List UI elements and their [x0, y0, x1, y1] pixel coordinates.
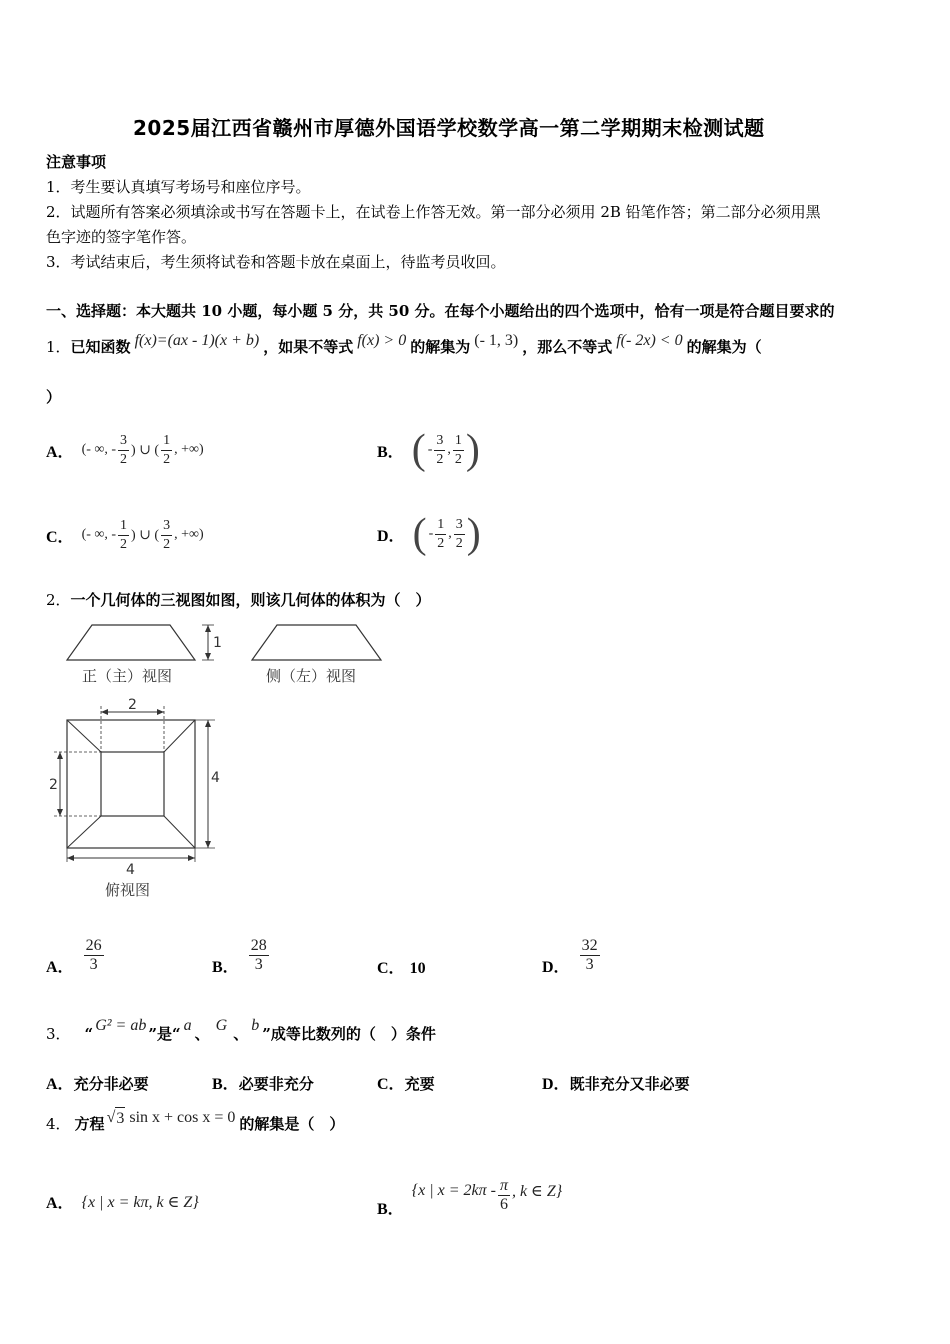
notice-item-2: 2．试题所有答案必须填涂或书写在答题卡上，在试卷上作答无效。第一部分必须用 2B 铅笔作答；第二部分必须用黑	[46, 203, 821, 221]
front-height-label: 1	[213, 635, 222, 651]
q1-option-c-frac-2: $\frac{3}{2}$	[163, 517, 171, 552]
question-1-number: 1．	[46, 338, 71, 356]
side-view-label: 侧（左）视图	[266, 667, 357, 685]
q1-option-a-pre: (- ∞, -	[81, 442, 117, 457]
question-2-text: 一个几何体的三视图如图，则该几何体的体积为（ ）	[70, 591, 431, 609]
q3-option-a-label: A．	[46, 1076, 74, 1093]
q4-option-a-text: {x | x = kπ, k ∈ Z}	[81, 1193, 199, 1211]
outer-width-label: 4	[126, 862, 135, 878]
question-1-function: f(x)=(ax - 1)(x + b)	[134, 332, 260, 349]
question-1-inequality-2: f(- 2x) < 0	[616, 332, 683, 349]
outer-height-label: 4	[211, 770, 220, 786]
question-3-var-b: b	[251, 1017, 260, 1034]
question-1-close-paren: ）	[46, 388, 62, 406]
question-3-number: 3．	[46, 1025, 71, 1043]
q1-option-a[interactable]	[46, 425, 204, 475]
q1-option-a-frac-1: $\frac{3}{2}$	[120, 432, 128, 467]
question-4-sqrt-value: 3	[115, 1107, 125, 1130]
question-3-quote-close-2: ”	[262, 1025, 271, 1043]
q4-option-b[interactable]	[377, 1170, 562, 1220]
q2-option-a-label: A．	[46, 958, 74, 976]
q1-option-d-right-bracket: )	[466, 511, 481, 557]
q3-option-b-text: 必要非充分	[238, 1075, 314, 1093]
q1-option-d-frac-2: $\frac{3}{2}$	[455, 516, 463, 551]
q2-option-d-label: D．	[542, 958, 570, 976]
q4-option-b-pre: {x | x = 2kπ -	[411, 1182, 496, 1199]
q2-option-d-fraction: $\frac{32}{3}$	[581, 936, 598, 973]
q3-option-c[interactable]	[377, 1073, 435, 1096]
question-4-expression: sin x + cos x = 0	[129, 1109, 236, 1126]
question-3-stem	[46, 1016, 436, 1052]
q3-option-c-text: 充要	[404, 1075, 435, 1093]
q1-option-c-frac-1: $\frac{1}{2}$	[120, 517, 128, 552]
question-2-number: 2．	[46, 591, 71, 609]
q1-option-b-right-bracket: )	[465, 427, 480, 473]
q2-option-c-label: C．	[377, 960, 405, 977]
q1-option-b-pre: -	[427, 442, 433, 457]
question-4-text-2: 的解集是（ ）	[239, 1115, 345, 1133]
q1-option-b[interactable]	[377, 423, 480, 477]
q1-option-d[interactable]	[377, 507, 481, 561]
question-4-number: 4．	[46, 1115, 71, 1133]
q3-option-d[interactable]	[542, 1073, 690, 1096]
front-view-label: 正（主）视图	[82, 667, 173, 685]
q1-option-d-pre: -	[428, 526, 434, 541]
q3-option-a-text: 充分非必要	[73, 1075, 149, 1093]
question-1-text-1: 已知函数	[70, 338, 131, 356]
notice-heading: 注意事项	[46, 153, 107, 171]
q4-option-a-label: A．	[46, 1195, 74, 1212]
top-view-inner-square	[101, 752, 164, 816]
q1-option-d-left-bracket: (	[412, 511, 427, 557]
question-3-sep-1: 、	[194, 1025, 210, 1043]
top-view-diagonal-2	[164, 720, 195, 752]
question-3-sep-2: 、	[233, 1025, 249, 1043]
q2-option-c-value: 10	[409, 960, 426, 977]
question-1-interval: (- 1, 3)	[474, 332, 519, 349]
q2-option-b-fraction: $\frac{28}{3}$	[250, 936, 267, 973]
q1-option-a-post: , +∞)	[174, 442, 204, 457]
q1-option-b-left-bracket: (	[411, 427, 426, 473]
q2-option-a[interactable]	[46, 930, 106, 980]
q1-option-c-post: , +∞)	[174, 527, 204, 542]
q1-option-d-label: D．	[377, 527, 405, 545]
q2-option-b-label: B．	[212, 958, 239, 976]
notice-item-3: 3．考试结束后，考生须将试卷和答题卡放在桌面上，待监考员收回。	[46, 253, 506, 271]
q3-option-c-label: C．	[377, 1076, 405, 1093]
question-3-text-2: 成等比数列的（ ）条件	[270, 1025, 436, 1043]
section-heading: 一、选择题：本大题共 10 小题，每小题 5 分，共 50 分。在每个小题给出的四个选项中，恰有一项是符合题目要求的	[46, 302, 835, 320]
question-3-quote-open-2: “	[172, 1025, 181, 1043]
top-view-diagonal-4	[164, 816, 195, 848]
q1-option-b-label: B．	[377, 443, 404, 461]
q1-option-d-frac-1: $\frac{1}{2}$	[437, 516, 445, 551]
question-1-inequality-1: f(x) > 0	[357, 332, 407, 349]
question-3-expression: G² = ab	[95, 1017, 147, 1034]
q4-option-b-label: B．	[377, 1200, 404, 1218]
q3-option-d-text: 既非充分又非必要	[569, 1075, 690, 1093]
q2-option-c[interactable]	[377, 955, 426, 978]
q1-option-b-frac-2: $\frac{1}{2}$	[454, 432, 462, 467]
side-view-trapezoid	[252, 625, 381, 660]
q3-option-a[interactable]	[46, 1073, 149, 1096]
q1-option-b-frac-1: $\frac{3}{2}$	[436, 432, 444, 467]
q1-option-c-label: C．	[46, 528, 74, 546]
q2-option-d[interactable]	[542, 930, 602, 980]
page-title: 2025届江西省赣州市厚德外国语学校数学高一第二学期期末检测试题	[133, 116, 765, 140]
front-height-arrow-top	[205, 625, 211, 632]
three-view-figure	[40, 620, 400, 905]
q4-option-b-fraction: $\frac{\pi}{6}$	[499, 1176, 508, 1213]
question-1-text-4: ，那么不等式	[522, 338, 613, 356]
q1-option-d-comma: ,	[448, 526, 452, 541]
q2-option-a-fraction: $\frac{26}{3}$	[85, 936, 102, 973]
notice-item-1: 1．考生要认真填写考场号和座位序号。	[46, 178, 311, 196]
question-2-stem	[46, 589, 431, 611]
top-view-diagonal-3	[67, 816, 101, 848]
q3-option-b-label: B．	[212, 1076, 239, 1093]
q3-option-b[interactable]	[212, 1073, 314, 1096]
question-1-text-5: 的解集为（	[686, 338, 762, 356]
q1-option-c-pre: (- ∞, -	[81, 527, 117, 542]
question-1-text-3: 的解集为	[410, 338, 471, 356]
top-view-diagonal-1	[67, 720, 101, 752]
front-view-trapezoid	[67, 625, 195, 660]
inner-width-label: 2	[128, 697, 137, 713]
question-3-var-g: G	[215, 1017, 228, 1034]
question-3-text-1: 是	[156, 1025, 172, 1043]
question-4-stem	[46, 1106, 344, 1142]
q1-option-c[interactable]	[46, 510, 204, 560]
question-3-quote-open: “	[84, 1025, 94, 1043]
question-4-sqrt-symbol: √	[106, 1109, 116, 1126]
top-view-label: 俯视图	[105, 881, 151, 899]
question-3-quote-close: ”	[148, 1025, 157, 1043]
q1-option-b-comma: ,	[447, 442, 451, 457]
q3-option-d-label: D．	[542, 1076, 570, 1093]
q4-option-a[interactable]	[46, 1190, 199, 1213]
notice-item-2-cont: 色字迹的签字笔作答。	[46, 228, 197, 246]
question-1-stem	[46, 330, 762, 364]
q1-option-c-mid: ) ∪ (	[131, 527, 160, 543]
front-height-arrow-bottom	[205, 653, 211, 660]
inner-height-label: 2	[49, 777, 58, 793]
q1-option-a-mid: ) ∪ (	[131, 442, 160, 458]
question-1-text-2: ，如果不等式	[263, 338, 354, 356]
question-3-var-a: a	[183, 1017, 192, 1034]
q1-option-a-label: A．	[46, 443, 74, 461]
question-4-text-1: 方程	[74, 1115, 105, 1133]
q2-option-b[interactable]	[212, 930, 271, 980]
q1-option-a-frac-2: $\frac{1}{2}$	[163, 432, 171, 467]
q4-option-b-post: , k ∈ Z}	[511, 1183, 563, 1200]
